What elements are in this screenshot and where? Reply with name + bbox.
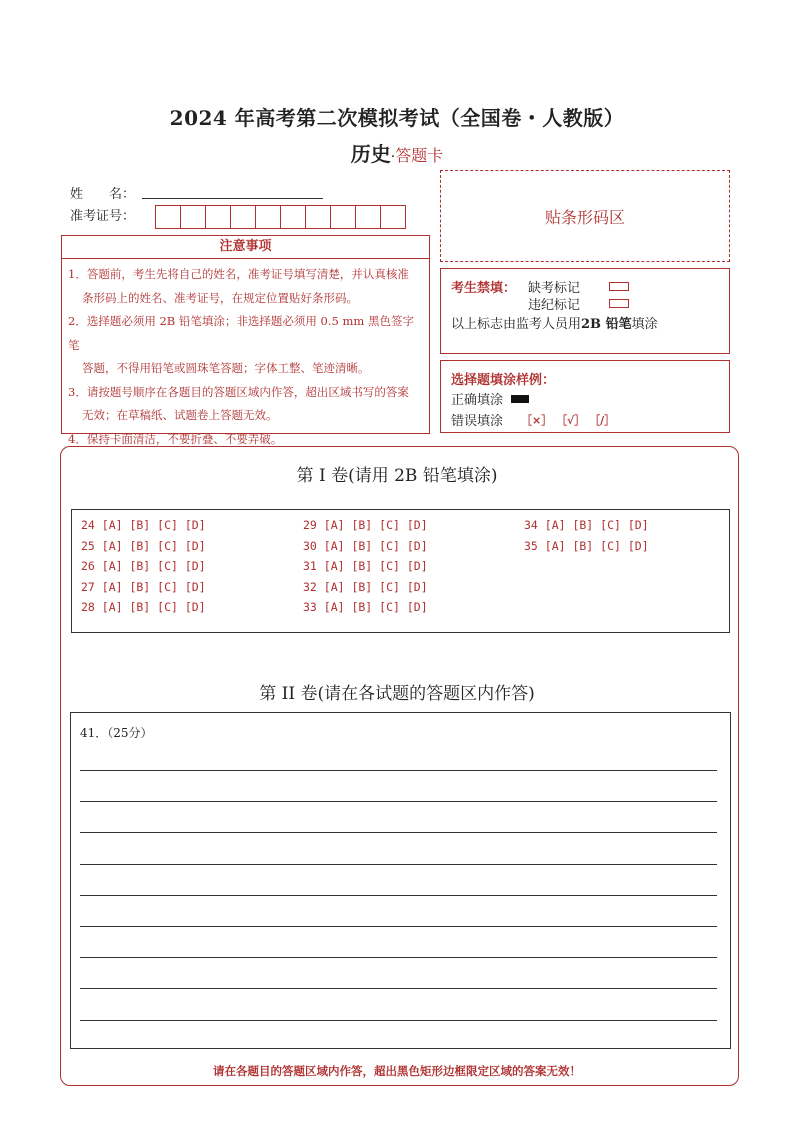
exam-id-cell[interactable]	[155, 205, 181, 229]
ban-note-suffix: 填涂	[631, 317, 658, 332]
exam-id-cell[interactable]	[330, 205, 356, 229]
answer-card-label: 答题卡	[395, 146, 444, 165]
exam-id-cell[interactable]	[355, 205, 381, 229]
exam-id-cell[interactable]	[205, 205, 231, 229]
ban-note	[451, 313, 658, 332]
exam-id-cell[interactable]	[255, 205, 281, 229]
choice-row[interactable]: 26 [A] [B] [C] [D]	[81, 559, 206, 574]
footer-warning: 请在各题目的答题区域内作答，超出黑色矩形边框限定区域的答案无效！	[213, 1064, 581, 1078]
correct-fill-label: 正确填涂	[451, 393, 504, 408]
choice-column-3	[524, 515, 649, 556]
notice-item: 4．保持卡面清洁，不要折叠、不要弄破。	[68, 431, 283, 446]
barcode-area	[440, 170, 730, 262]
answer-line[interactable]	[80, 988, 717, 989]
choice-row[interactable]: 33 [A] [B] [C] [D]	[303, 600, 428, 615]
subtitle-separator: ·	[390, 149, 396, 165]
examiner-only-box	[440, 268, 730, 354]
exam-id-cell[interactable]	[280, 205, 306, 229]
exam-id-label: 准考证号：	[70, 209, 136, 224]
exam-id-field[interactable]	[155, 205, 419, 229]
subject-name: 历史	[350, 142, 391, 166]
notice-list	[61, 259, 430, 446]
question-label: 41．（25分）	[80, 726, 153, 740]
fill-sample-box	[440, 360, 730, 433]
wrong-fill-samples: ［×］ ［√］ ［/］	[521, 414, 616, 427]
subject-title	[0, 138, 794, 167]
exam-id-cell[interactable]	[230, 205, 256, 229]
name-field[interactable]	[142, 198, 323, 199]
answer-line[interactable]	[80, 770, 717, 771]
choice-row[interactable]: 25 [A] [B] [C] [D]	[81, 538, 206, 553]
choice-column-1	[81, 515, 206, 618]
essay-answer-box[interactable]	[70, 712, 731, 1049]
notice-item: 无效；在草稿纸、试题卷上答题无效。	[82, 408, 278, 422]
choice-row[interactable]: 34 [A] [B] [C] [D]	[524, 518, 649, 532]
absent-mark-label: 缺考标记	[528, 281, 581, 296]
name-label: 姓 名：	[70, 187, 136, 202]
violation-mark-box[interactable]	[609, 299, 629, 308]
ban-label: 考生禁填：	[451, 281, 517, 296]
answer-line[interactable]	[80, 864, 717, 865]
ban-note-prefix: 以上标志由监考人员用	[451, 317, 582, 332]
violation-mark-label: 违纪标记	[528, 298, 581, 313]
section2-title: 第 II 卷(请在各试题的答题区内作答)	[259, 684, 535, 704]
exam-id-cell[interactable]	[305, 205, 331, 229]
notice-item: 条形码上的姓名、准考证号，在规定位置贴好条形码。	[82, 290, 358, 305]
choice-row[interactable]: 35 [A] [B] [C] [D]	[524, 538, 649, 553]
choice-row[interactable]: 27 [A] [B] [C] [D]	[81, 579, 206, 594]
answer-line[interactable]	[80, 926, 717, 927]
notice-item: 3．请按题号顺序在各题目的答题区域内作答，超出区域书写的答案	[68, 384, 409, 399]
correct-fill-sample	[511, 395, 529, 403]
answer-line[interactable]	[80, 832, 717, 833]
section1-title: 第 I 卷(请用 2B 铅笔填涂)	[296, 466, 498, 486]
choice-row[interactable]: 24 [A] [B] [C] [D]	[81, 518, 206, 532]
choice-row[interactable]: 30 [A] [B] [C] [D]	[303, 538, 428, 553]
barcode-label: 贴条形码区	[544, 207, 625, 227]
choice-row[interactable]: 31 [A] [B] [C] [D]	[303, 559, 428, 574]
answer-line[interactable]	[80, 801, 717, 802]
notice-heading: 注意事项	[61, 235, 430, 259]
choice-answer-box	[71, 509, 730, 633]
ban-note-bold: 2B 铅笔	[581, 317, 632, 332]
sample-label: 选择题填涂样例：	[451, 373, 556, 388]
choice-row[interactable]: 32 [A] [B] [C] [D]	[303, 579, 428, 594]
choice-column-2	[303, 515, 428, 618]
exam-id-cell[interactable]	[180, 205, 206, 229]
exam-id-cell[interactable]	[380, 205, 406, 229]
wrong-fill-label: 错误填涂	[451, 414, 504, 429]
exam-title: 2024 年高考第二次模拟考试（全国卷・人教版）	[169, 106, 625, 130]
notice-item: 1．答题前，考生先将自己的姓名，准考证号填写清楚，并认真核准	[68, 267, 409, 281]
answer-line[interactable]	[80, 895, 717, 896]
answer-line[interactable]	[80, 1020, 717, 1021]
choice-row[interactable]: 28 [A] [B] [C] [D]	[81, 600, 206, 615]
absent-mark-box[interactable]	[609, 282, 629, 291]
notice-item: 2．选择题必须用 2B 铅笔填涂；非选择题必须用 0.5 mm 黑色签字笔	[68, 314, 414, 352]
answer-line[interactable]	[80, 957, 717, 958]
choice-row[interactable]: 29 [A] [B] [C] [D]	[303, 518, 428, 532]
notice-item: 答题，不得用铅笔或圆珠笔答题；字体工整、笔迹清晰。	[82, 361, 370, 375]
